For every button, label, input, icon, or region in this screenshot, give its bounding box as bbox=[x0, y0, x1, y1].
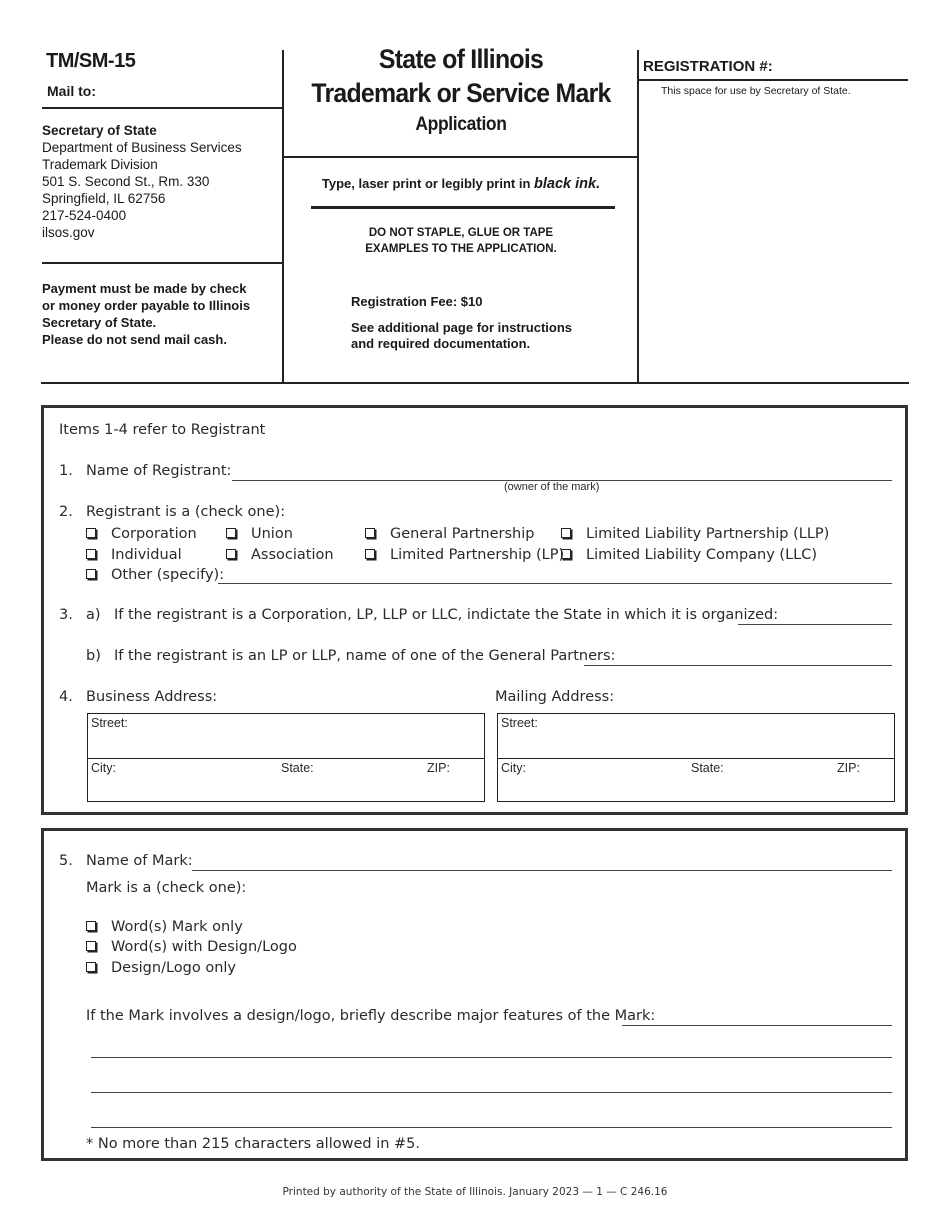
mailing-address-block bbox=[42, 122, 242, 241]
checkbox[interactable] bbox=[561, 549, 571, 559]
divider bbox=[283, 156, 638, 158]
mark-name-label: Name of Mark: bbox=[86, 853, 193, 869]
ink-instruction bbox=[284, 176, 638, 192]
thick-rule bbox=[311, 206, 615, 209]
mark-section bbox=[41, 828, 908, 1161]
item-letter: b) bbox=[86, 648, 101, 664]
checkbox[interactable] bbox=[86, 962, 96, 972]
form-title-state: State of Illinois bbox=[378, 44, 544, 74]
item-number: 5. bbox=[59, 853, 73, 869]
address-city: Springfield, IL 62756 bbox=[42, 191, 166, 206]
street-label: Street: bbox=[501, 716, 538, 730]
address-phone: 217-524-0400 bbox=[42, 208, 127, 223]
payment-line: Payment must be made by check bbox=[42, 281, 247, 296]
option-label: Other (specify): bbox=[111, 567, 225, 583]
checkbox[interactable] bbox=[226, 528, 236, 538]
registration-fee: Registration Fee: $10 bbox=[351, 294, 483, 309]
state-organized-field[interactable] bbox=[738, 624, 892, 625]
item-number: 1. bbox=[59, 463, 73, 479]
registration-office-note: This space for use by Secretary of State. bbox=[661, 85, 851, 97]
design-description-line[interactable] bbox=[91, 1092, 892, 1093]
design-description-field[interactable] bbox=[622, 1025, 892, 1026]
payment-note bbox=[42, 280, 278, 348]
option-llc[interactable] bbox=[561, 547, 817, 563]
design-description-label: If the Mark involves a design/logo, briefly describe major features of the Mark: bbox=[86, 1008, 656, 1024]
registrant-heading: Items 1-4 refer to Registrant bbox=[59, 422, 266, 438]
ink-emphasis: black ink. bbox=[534, 176, 601, 192]
registration-number-label: REGISTRATION #: bbox=[643, 58, 773, 75]
design-description-line[interactable] bbox=[91, 1057, 892, 1058]
checkbox[interactable] bbox=[86, 921, 96, 931]
option-label: Limited Liability Partnership (LLP) bbox=[586, 526, 830, 542]
address-division: Trademark Division bbox=[42, 157, 158, 172]
option-words-design[interactable] bbox=[86, 939, 297, 955]
column-divider bbox=[637, 50, 639, 383]
registrant-section bbox=[41, 405, 908, 815]
option-label: Design/Logo only bbox=[111, 960, 236, 976]
city-label: City: bbox=[501, 761, 526, 775]
item-number: 4. bbox=[59, 689, 73, 705]
warning-line: EXAMPLES TO THE APPLICATION. bbox=[365, 242, 557, 255]
business-address-box bbox=[87, 713, 485, 802]
option-design-only[interactable] bbox=[86, 960, 236, 976]
state-label: State: bbox=[281, 761, 314, 775]
form-id: TM/SM-15 bbox=[46, 50, 136, 72]
mailing-address-box bbox=[497, 713, 895, 802]
option-association[interactable] bbox=[226, 547, 334, 563]
checkbox[interactable] bbox=[365, 549, 375, 559]
option-individual[interactable] bbox=[86, 547, 182, 563]
option-union[interactable] bbox=[226, 526, 293, 542]
mail-to-label: Mail to: bbox=[47, 83, 96, 99]
mark-type-label: Mark is a (check one): bbox=[86, 880, 247, 896]
option-words-only[interactable] bbox=[86, 919, 243, 935]
zip-label: ZIP: bbox=[427, 761, 450, 775]
option-general-partnership[interactable] bbox=[365, 526, 534, 542]
mailing-city-state-zip[interactable] bbox=[498, 758, 894, 802]
item-letter: a) bbox=[86, 607, 101, 623]
address-street: 501 S. Second St., Rm. 330 bbox=[42, 174, 210, 189]
address-dept: Department of Business Services bbox=[42, 140, 242, 155]
city-label: City: bbox=[91, 761, 116, 775]
option-other[interactable] bbox=[86, 567, 224, 583]
no-staple-warning bbox=[284, 226, 638, 257]
option-label: Word(s) Mark only bbox=[111, 919, 243, 935]
header-bottom-rule bbox=[41, 382, 909, 384]
state-organized-label: If the registrant is a Corporation, LP, LLP or LLC, indictate the State in which it is organized: bbox=[114, 607, 779, 623]
option-label: Corporation bbox=[111, 526, 197, 542]
design-description-line[interactable] bbox=[91, 1127, 892, 1128]
option-llp[interactable] bbox=[561, 526, 829, 542]
registrant-name-label: Name of Registrant: bbox=[86, 463, 232, 479]
mailing-address-label: Mailing Address: bbox=[495, 689, 615, 705]
business-city-state-zip[interactable] bbox=[88, 758, 484, 802]
address-website: ilsos.gov bbox=[42, 225, 95, 240]
column-divider bbox=[282, 50, 284, 383]
form-title-sub: Application bbox=[415, 114, 507, 135]
divider bbox=[42, 262, 282, 264]
option-label: Word(s) with Design/Logo bbox=[111, 939, 297, 955]
registrant-type-label: Registrant is a (check one): bbox=[86, 504, 286, 520]
payment-line: Please do not send mail cash. bbox=[42, 332, 227, 347]
checkbox[interactable] bbox=[86, 549, 96, 559]
note-line: and required documentation. bbox=[351, 336, 531, 351]
checkbox[interactable] bbox=[86, 941, 96, 951]
address-name: Secretary of State bbox=[42, 123, 157, 138]
street-label: Street: bbox=[91, 716, 128, 730]
business-address-label: Business Address: bbox=[86, 689, 218, 705]
item-number: 3. bbox=[59, 607, 73, 623]
divider bbox=[638, 79, 908, 81]
ink-instruction-text: Type, laser print or legibly print in bbox=[321, 176, 531, 191]
option-label: Limited Partnership (LP) bbox=[390, 547, 565, 563]
mark-name-field[interactable] bbox=[192, 870, 892, 871]
checkbox[interactable] bbox=[226, 549, 236, 559]
divider bbox=[42, 107, 282, 109]
checkbox[interactable] bbox=[561, 528, 571, 538]
mailing-street-field[interactable] bbox=[498, 714, 894, 758]
other-specify-field[interactable] bbox=[218, 583, 892, 584]
business-street-field[interactable] bbox=[88, 714, 484, 758]
checkbox[interactable] bbox=[86, 569, 96, 579]
option-label: Association bbox=[251, 547, 334, 563]
payment-line: Secretary of State. bbox=[42, 315, 157, 330]
option-label: Limited Liability Company (LLC) bbox=[586, 547, 818, 563]
general-partner-field[interactable] bbox=[584, 665, 892, 666]
warning-line: DO NOT STAPLE, GLUE OR TAPE bbox=[368, 227, 554, 239]
option-label: Individual bbox=[111, 547, 182, 563]
option-lp[interactable] bbox=[365, 547, 564, 563]
item-number: 2. bbox=[59, 504, 73, 520]
form-title-main: Trademark or Service Mark bbox=[311, 78, 611, 108]
owner-note: (owner of the mark) bbox=[504, 481, 600, 493]
state-label: State: bbox=[691, 761, 724, 775]
note-line: See additional page for instructions bbox=[351, 320, 573, 335]
option-label: Union bbox=[251, 526, 293, 542]
character-limit-note: * No more than 215 characters allowed in #5. bbox=[86, 1136, 421, 1152]
see-additional-note bbox=[351, 320, 572, 352]
checkbox[interactable] bbox=[86, 528, 96, 538]
option-corporation[interactable] bbox=[86, 526, 197, 542]
checkbox[interactable] bbox=[365, 528, 375, 538]
zip-label: ZIP: bbox=[837, 761, 860, 775]
general-partner-label: If the registrant is an LP or LLP, name of one of the General Partners: bbox=[114, 648, 616, 664]
footer-note: Printed by authority of the State of Illinois. January 2023 — 1 — C 246.16 bbox=[282, 1186, 668, 1198]
option-label: General Partnership bbox=[390, 526, 535, 542]
payment-line: or money order payable to Illinois bbox=[42, 298, 251, 313]
